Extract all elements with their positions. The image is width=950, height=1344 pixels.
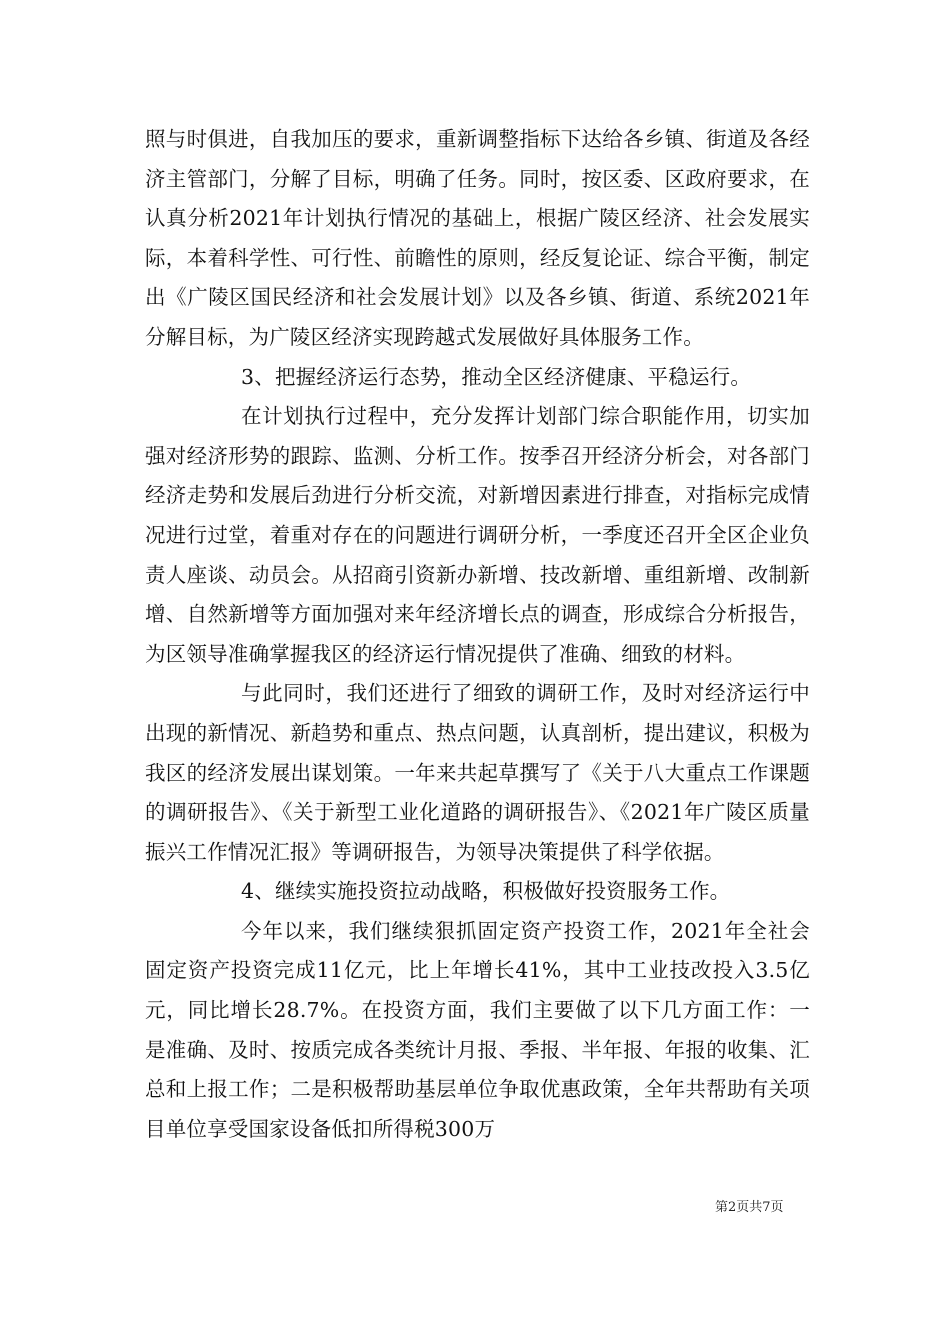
document-body	[145, 120, 810, 1149]
section-heading-4: 4、继续实施投资拉动战略，积极做好投资服务工作。	[241, 879, 731, 904]
paragraph-continuation: 照与时俱进，自我加压的要求，重新调整指标下达给各乡镇、街道及各经济主管部门，分解了目标，明确了任务。同时，按区委、区政府要求，在认真分析2021年计划执行情况的基础上，根据广陵区经济、社会发展实际，本着科学性、可行性、前瞻性的原则，经反复论证、综合平衡，制定出《广陵区国民经济和社会发展计划》以及各乡镇、街道、系统2021年分解目标，为广陵区经济实现跨越式发展做好具体服务工作。	[145, 127, 810, 349]
paragraph-plan-execution: 在计划执行过程中，充分发挥计划部门综合职能作用，切实加强对经济形势的跟踪、监测、分析工作。按季召开经济分析会，对各部门经济走势和发展后劲进行分析交流，对新增因素进行排查，对指标完成情况进行过堂，着重对存在的问题进行调研分析，一季度还召开全区企业负责人座谈、动员会。从招商引资新办新增、技改新增、重组新增、改制新增、自然新增等方面加强对来年经济增长点的调查，形成综合分析报告，为区领导准确掌握我区的经济运行情况提供了准确、细致的材料。	[145, 404, 810, 666]
section-heading-3: 3、把握经济运行态势，推动全区经济健康、平稳运行。	[241, 364, 752, 389]
paragraph-investment: 今年以来，我们继续狠抓固定资产投资工作，2021年全社会固定资产投资完成11亿元，比上年增长41%，其中工业技改投入3.5亿元，同比增长28.7%。在投资方面，我们主要做了以下几方面工作：一是准确、及时、按质完成各类统计月报、季报、半年报、年报的收集、汇总和上报工作；二是积极帮助基层单位争取优惠政策，全年共帮助有关项目单位享受国家设备低扣所得税300万	[145, 918, 810, 1141]
paragraph-research-work: 与此同时，我们还进行了细致的调研工作，及时对经济运行中出现的新情况、新趋势和重点、热点问题，认真剖析，提出建议，积极为我区的经济发展出谋划策。一年来共起草撰写了《关于八大重点工作课题的调研报告》、《关于新型工业化道路的调研报告》、《2021年广陵区质量振兴工作情况汇报》等调研报告，为领导决策提供了科学依据。	[145, 681, 810, 864]
page-number-footer: 第2页共7页	[715, 1200, 784, 1215]
